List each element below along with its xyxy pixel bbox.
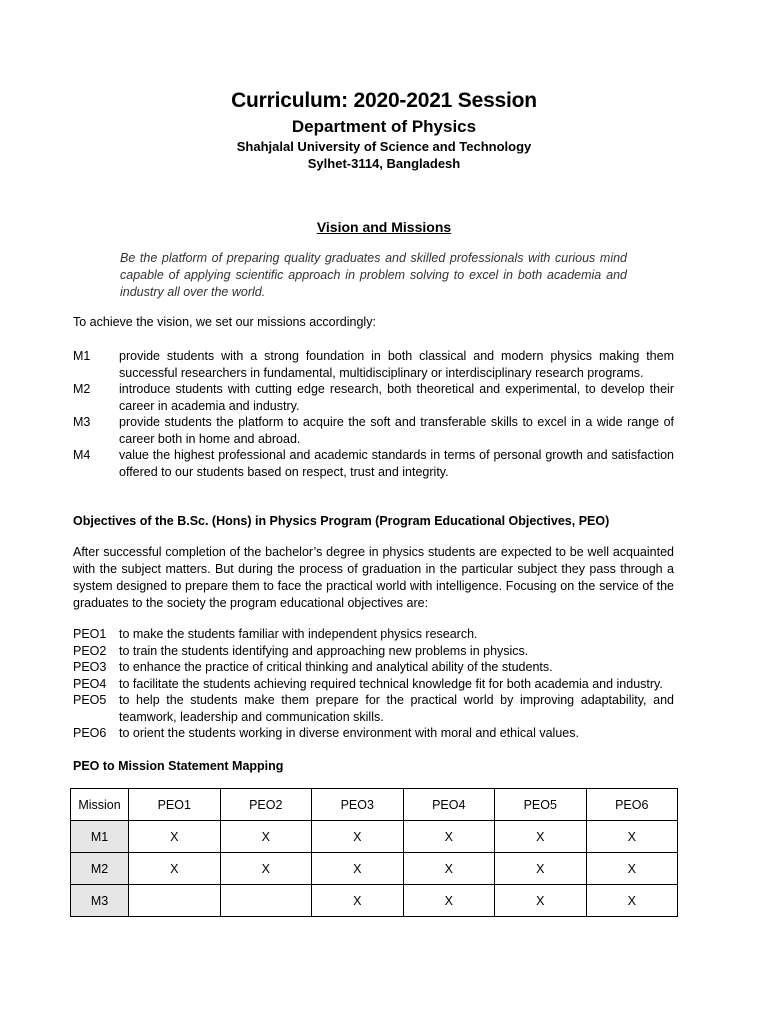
column-header: PEO5 — [495, 789, 587, 821]
vision-missions-heading: Vision and Missions — [316, 219, 452, 235]
peo-code: PEO4 — [73, 676, 107, 691]
row-header: M2 — [71, 853, 129, 885]
table-cell: X — [403, 885, 495, 917]
document-title: Curriculum: 2020-2021 Session — [231, 89, 537, 112]
table-cell: X — [312, 885, 404, 917]
table-cell: X — [129, 853, 221, 885]
vision-statement: Be the platform of preparing quality graduates and skilled professionals with curious mind capable of applying scientific approach in problem solving to excel in both academia and industry all over the world. — [120, 251, 627, 299]
table-cell: X — [312, 853, 404, 885]
peo-text: to enhance the practice of critical thinking and analytical ability of the students. — [119, 660, 553, 674]
mission-text: introduce students with cutting edge research, both theoretical and experimental, to develop their career in academia and industry. — [119, 382, 674, 413]
department-name: Department of Physics — [291, 117, 477, 136]
mission-code: M2 — [73, 382, 91, 396]
mission-item — [73, 447, 674, 480]
peo-text: to help the students make them prepare for the practical world by improving adaptability, and teamwork, leadership and communication skills. — [119, 693, 674, 724]
peo-code: PEO5 — [73, 693, 107, 707]
column-header: PEO4 — [403, 789, 495, 821]
column-header: PEO6 — [586, 789, 678, 821]
table-cell: X — [495, 885, 587, 917]
table-cell: X — [220, 821, 312, 853]
objectives-paragraph: After successful completion of the bachelor’s degree in physics students are expected to be well acquainted with the subject matters. But during the process of graduation in the particular subject they pass through a system designed to prepare them to face the practical world with intelligence. Focusing on the service of the graduates to the society the program educational objectives are: — [73, 545, 674, 610]
peo-code: PEO2 — [73, 643, 107, 658]
missions-intro: To achieve the vision, we set our missions accordingly: — [73, 315, 376, 329]
peo-text: to train the students identifying and approaching new problems in physics. — [119, 643, 529, 658]
table-cell: X — [220, 853, 312, 885]
table-cell — [220, 885, 312, 917]
peo-list — [73, 626, 674, 742]
missions-list — [73, 348, 674, 480]
peo-item — [73, 643, 674, 660]
table-cell: X — [586, 821, 678, 853]
peo-code: PEO6 — [73, 726, 107, 740]
mission-code: M3 — [73, 415, 91, 429]
row-header: M3 — [71, 885, 129, 917]
table-cell: X — [586, 885, 678, 917]
table-row — [71, 885, 678, 917]
mission-code: M4 — [73, 448, 91, 462]
mission-text: provide students the platform to acquire the soft and transferable skills to excel in a wide range of career both in home and abroad. — [119, 415, 674, 446]
peo-text: to make the students familiar with independent physics research. — [119, 627, 478, 641]
peo-code: PEO3 — [73, 660, 107, 674]
table-row — [71, 853, 678, 885]
peo-item — [73, 676, 674, 693]
mission-code: M1 — [73, 349, 91, 363]
column-header: PEO2 — [220, 789, 312, 821]
mission-item — [73, 348, 674, 381]
column-header: PEO3 — [312, 789, 404, 821]
mission-text: value the highest professional and academic standards in terms of personal growth and satisfaction offered to our students based on respect, trust and integrity. — [119, 448, 674, 479]
peo-code: PEO1 — [73, 627, 107, 641]
column-header: PEO1 — [129, 789, 221, 821]
mission-item — [73, 381, 674, 414]
peo-text: to facilitate the students achieving required technical knowledge fit for both academia and industry. — [119, 676, 663, 691]
table-cell: X — [403, 821, 495, 853]
table-cell — [129, 885, 221, 917]
objectives-heading: Objectives of the B.Sc. (Hons) in Physics Program (Program Educational Objectives, PEO) — [73, 514, 610, 528]
peo-item — [73, 659, 674, 676]
row-header: M1 — [71, 821, 129, 853]
table-cell: X — [312, 821, 404, 853]
column-header: Mission — [71, 789, 129, 821]
peo-item — [73, 626, 674, 643]
mapping-heading: PEO to Mission Statement Mapping — [73, 759, 284, 773]
table-row — [71, 821, 678, 853]
mission-text: provide students with a strong foundation in both classical and modern physics making them successful researchers in fundamental, multidisciplinary or interdisciplinary research programs. — [119, 349, 674, 380]
table-cell: X — [586, 853, 678, 885]
peo-item — [73, 692, 674, 725]
table-cell: X — [495, 853, 587, 885]
university-name: Shahjalal University of Science and Technology — [236, 139, 532, 154]
table-cell: X — [129, 821, 221, 853]
mission-item — [73, 414, 674, 447]
peo-item — [73, 725, 674, 742]
table-cell: X — [403, 853, 495, 885]
table-cell: X — [495, 821, 587, 853]
peo-mission-mapping-table — [70, 788, 678, 917]
peo-text: to orient the students working in diverse environment with moral and ethical values. — [119, 726, 579, 740]
table-header-row — [71, 789, 678, 821]
university-address: Sylhet-3114, Bangladesh — [307, 156, 461, 171]
